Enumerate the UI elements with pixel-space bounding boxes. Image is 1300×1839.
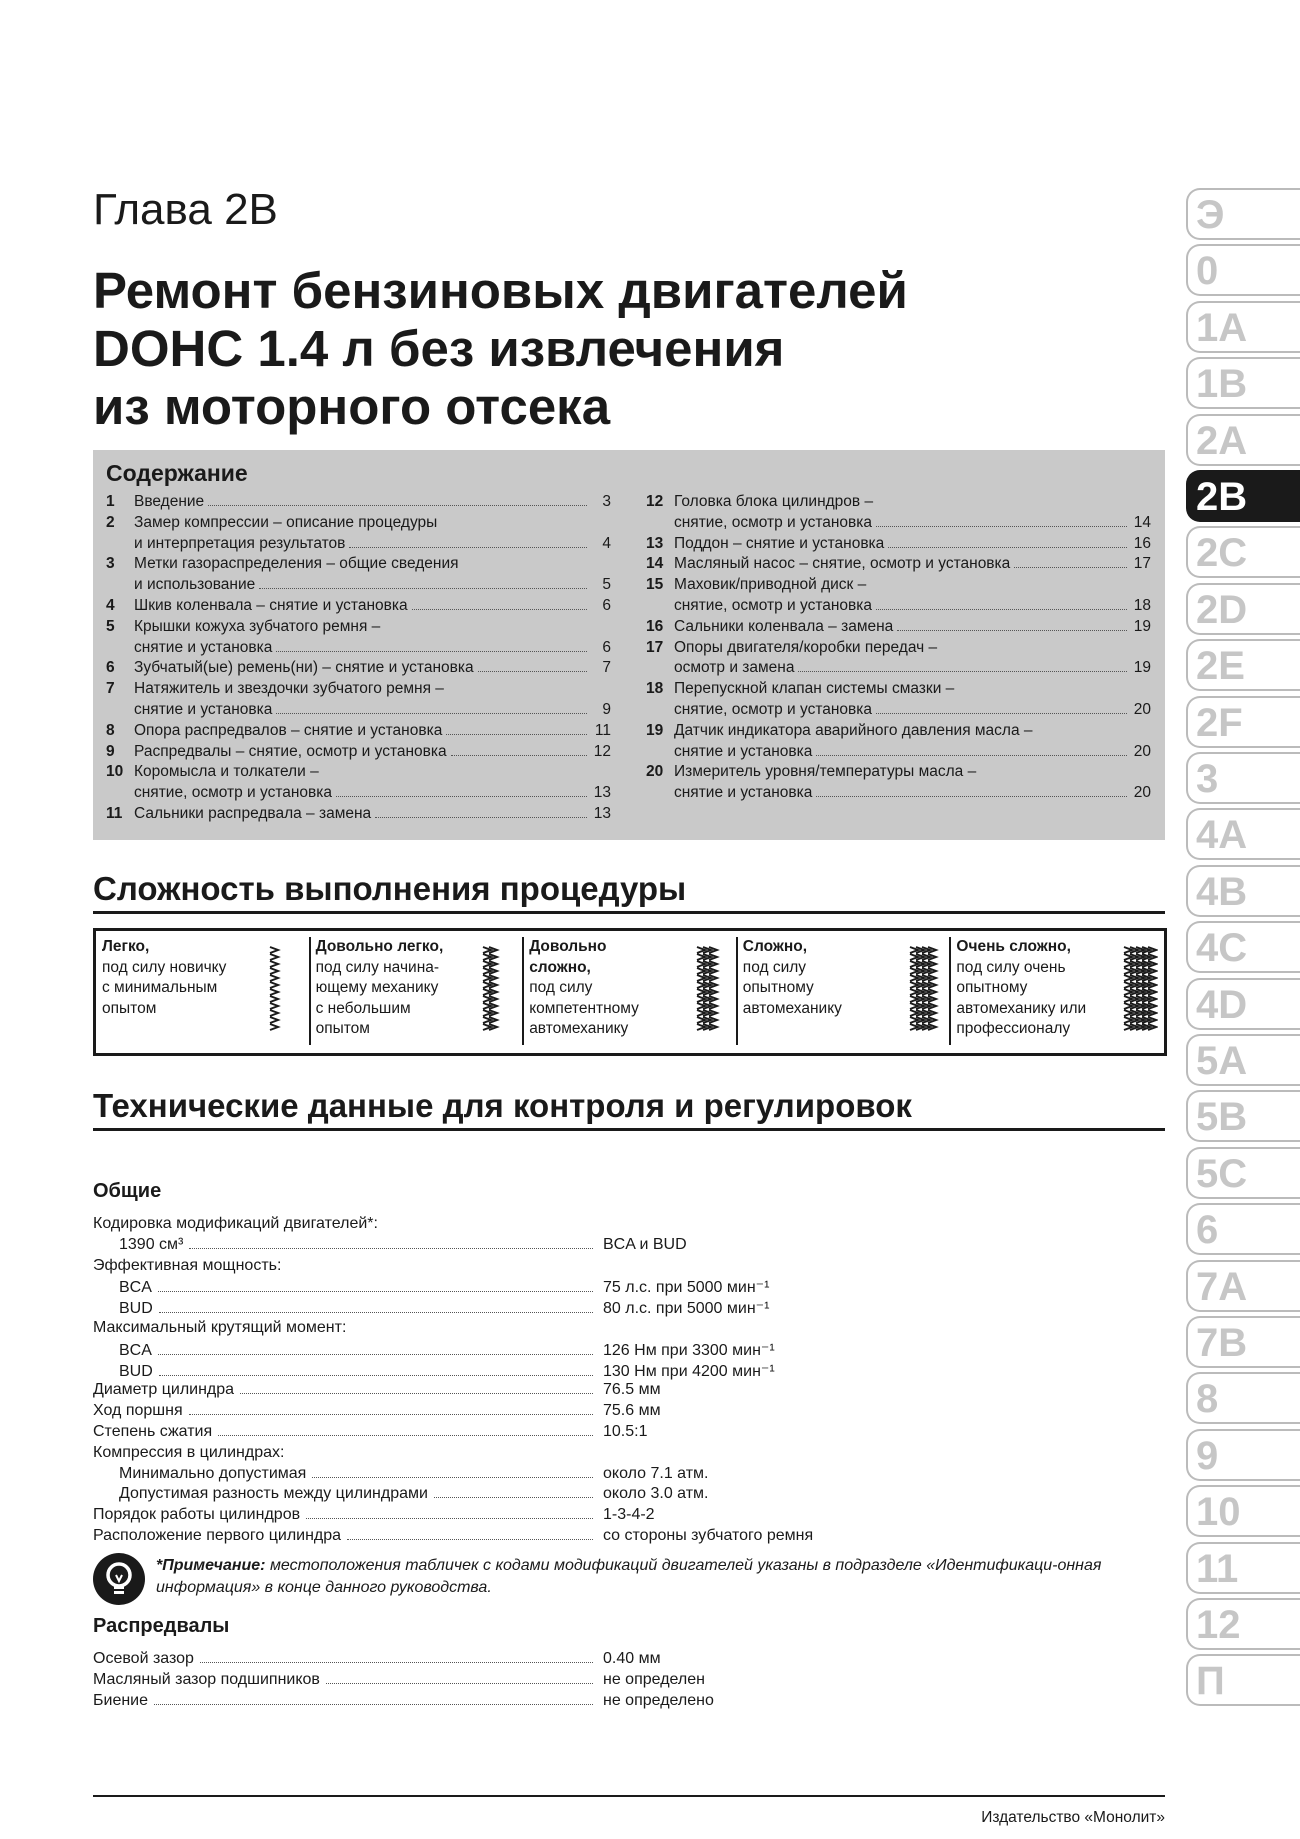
- toc-entry[interactable]: [646, 617, 1151, 638]
- toc-text: снятие и установка: [674, 742, 813, 760]
- chapter-tab[interactable]: 9: [1186, 1429, 1300, 1481]
- wrench-5-icon: [1120, 941, 1158, 1042]
- toc-page-number: 12: [593, 742, 611, 760]
- toc-entry[interactable]: [106, 762, 611, 804]
- toc-text: осмотр и замена: [674, 659, 795, 677]
- chapter-tab[interactable]: 4A: [1186, 808, 1300, 860]
- toc-number: 16: [646, 617, 664, 635]
- spec-label: Максимальный крутящий момент:: [93, 1318, 347, 1336]
- toc-line: [106, 762, 611, 783]
- chapter-tab[interactable]: 12: [1186, 1598, 1300, 1650]
- dot-leader: [159, 1312, 593, 1313]
- dot-leader: [876, 609, 1127, 610]
- dot-leader: [347, 1539, 593, 1540]
- dot-leader: [478, 671, 587, 672]
- chapter-tab[interactable]: 7B: [1186, 1316, 1300, 1368]
- spec-label: Биение: [93, 1691, 149, 1709]
- toc-line: [106, 638, 611, 659]
- chapter-tab[interactable]: 2C: [1186, 526, 1300, 578]
- toc-number: 12: [646, 493, 664, 510]
- spec-label: Диаметр цилиндра: [93, 1381, 235, 1399]
- dot-leader: [888, 547, 1127, 548]
- spec-value: не определен: [603, 1670, 705, 1688]
- dot-leader: [412, 609, 587, 610]
- toc-text: Сальники коленвала – замена: [674, 617, 894, 635]
- spec-row: [93, 1298, 1163, 1319]
- toc-text: Крышки кожуха зубчатого ремня –: [134, 617, 381, 635]
- toc-number: 14: [646, 555, 664, 573]
- toc-text: и использование: [134, 576, 256, 594]
- spec-label: Компрессия в цилиндрах:: [93, 1443, 285, 1461]
- toc-line: [106, 783, 611, 804]
- spec-row: [93, 1465, 1163, 1486]
- dot-leader: [876, 713, 1127, 714]
- toc-line: [106, 534, 611, 555]
- toc-line: [106, 513, 611, 534]
- spec-value: 126 Нм при 3300 мин⁻¹: [603, 1341, 775, 1359]
- toc-line: [106, 554, 611, 575]
- spec-row: [93, 1402, 1163, 1423]
- difficulty-description: компетентному: [529, 999, 639, 1017]
- toc-number: 5: [106, 617, 115, 635]
- wrench-4-icon: [906, 941, 944, 1042]
- spec-label: Эффективная мощность:: [93, 1256, 282, 1274]
- difficulty-level: [956, 937, 1120, 1045]
- difficulty-level: [316, 937, 480, 1045]
- toc-entry[interactable]: [106, 513, 611, 555]
- dot-leader: [446, 734, 587, 735]
- toc-page-number: 20: [1133, 784, 1151, 802]
- dot-leader: [158, 1354, 593, 1355]
- spec-label: BCA: [119, 1341, 152, 1359]
- spec-row: [93, 1215, 1163, 1236]
- toc-page-number: 19: [1133, 617, 1151, 635]
- toc-page-number: 5: [602, 576, 611, 594]
- page-title: [93, 262, 908, 436]
- difficulty-separator: [736, 937, 738, 1045]
- difficulty-title: сложно,: [529, 958, 591, 976]
- difficulty-description: опытом: [102, 999, 157, 1017]
- contents-box: [93, 450, 1165, 840]
- toc-entry[interactable]: [106, 742, 611, 763]
- toc-entry[interactable]: [106, 492, 611, 513]
- spec-value: 76.5 мм: [603, 1381, 661, 1399]
- dot-leader: [276, 651, 587, 652]
- toc-number: 8: [106, 721, 115, 739]
- spec-row: [93, 1444, 1163, 1465]
- spec-value: 75 л.с. при 5000 мин⁻¹: [603, 1279, 770, 1297]
- toc-entry[interactable]: [646, 575, 1151, 617]
- spec-label: Порядок работы цилиндров: [93, 1506, 301, 1524]
- dot-leader: [218, 1435, 593, 1436]
- dot-leader: [816, 755, 1127, 756]
- note-body: местоположения табличек с кодами модификаций двигателей указаны в подразделе «Идентификаци-онная информация» в конце данного руководства.: [156, 1557, 1102, 1596]
- chapter-tab[interactable]: 7A: [1186, 1260, 1300, 1312]
- toc-line: [646, 617, 1151, 638]
- title-line: Ремонт бензиновых двигателей: [93, 262, 908, 319]
- toc-text: Измеритель уровня/температуры масла –: [674, 763, 977, 781]
- difficulty-description: под силу очень: [956, 958, 1066, 976]
- toc-entry[interactable]: [106, 721, 611, 742]
- toc-text: Масляный насос – снятие, осмотр и установка: [674, 555, 1011, 573]
- toc-text: снятие, осмотр и установка: [134, 784, 333, 802]
- contents-left-column: [106, 492, 611, 825]
- toc-text: Введение: [134, 493, 205, 510]
- toc-number: 10: [106, 763, 124, 781]
- spec-value: 0.40 мм: [603, 1650, 661, 1667]
- chapter-tab[interactable]: 4C: [1186, 921, 1300, 973]
- toc-entry[interactable]: [646, 534, 1151, 555]
- spec-label: Ход поршня: [93, 1402, 183, 1420]
- difficulty-title: Довольно: [529, 938, 607, 955]
- spec-value: около 7.1 атм.: [603, 1464, 709, 1482]
- dot-leader: [451, 755, 587, 756]
- difficulty-heading: Сложность выполнения процедуры: [93, 870, 687, 907]
- toc-entry[interactable]: [106, 804, 611, 825]
- toc-page-number: 9: [602, 700, 611, 718]
- spec-row: [93, 1236, 1163, 1257]
- difficulty-description: опытному: [742, 979, 814, 996]
- toc-text: снятие и установка: [134, 638, 273, 656]
- dot-leader: [312, 1477, 593, 1478]
- toc-text: Натяжитель и звездочки зубчатого ремня –: [134, 680, 444, 698]
- toc-entry[interactable]: [106, 658, 611, 679]
- toc-number: 20: [646, 763, 664, 781]
- toc-text: Головка блока цилиндров –: [674, 493, 874, 510]
- toc-page-number: 14: [1133, 513, 1151, 531]
- difficulty-description: опытному: [956, 979, 1028, 996]
- toc-page-number: 6: [602, 596, 611, 614]
- difficulty-description: под силу новичку: [102, 958, 227, 976]
- toc-text: Коромысла и толкатели –: [134, 763, 319, 781]
- spec-value: 80 л.с. при 5000 мин⁻¹: [603, 1300, 770, 1318]
- toc-number: 15: [646, 576, 664, 594]
- toc-number: 4: [106, 596, 115, 614]
- toc-line: [646, 679, 1151, 700]
- toc-line: [646, 742, 1151, 763]
- lightbulb-icon: [93, 1553, 145, 1605]
- dot-leader: [349, 547, 587, 548]
- dot-leader: [897, 630, 1127, 631]
- toc-page-number: 3: [602, 493, 611, 510]
- spec-value: 130 Нм при 4200 мин⁻¹: [603, 1362, 775, 1380]
- toc-page-number: 13: [593, 804, 611, 822]
- toc-number: 9: [106, 742, 115, 760]
- toc-page-number: 18: [1133, 596, 1151, 614]
- difficulty-description: под силу: [529, 979, 593, 996]
- note-prefix: *Примечание:: [156, 1557, 266, 1574]
- spec-value: 75.6 мм: [603, 1402, 661, 1420]
- chapter-tab[interactable]: 2D: [1186, 583, 1300, 635]
- dot-leader: [326, 1683, 593, 1684]
- spec-value: BCA и BUD: [603, 1235, 687, 1253]
- difficulty-description: автомеханику: [529, 1020, 629, 1037]
- toc-line: [646, 762, 1151, 783]
- toc-number: 7: [106, 680, 115, 698]
- chapter-tab[interactable]: 4D: [1186, 978, 1300, 1030]
- camshaft-title: Распредвалы: [93, 1615, 230, 1637]
- chapter-tab[interactable]: Э: [1186, 188, 1300, 240]
- toc-text: снятие, осмотр и установка: [674, 700, 873, 718]
- title-line: DOHC 1.4 л без извлечения: [93, 320, 785, 377]
- toc-text: Маховик/приводной диск –: [674, 576, 867, 594]
- toc-number: 2: [106, 513, 115, 531]
- dot-leader: [375, 817, 587, 818]
- spec-row: [93, 1506, 1163, 1527]
- dot-leader: [240, 1393, 593, 1394]
- chapter-tab[interactable]: 4B: [1186, 865, 1300, 917]
- general-title: Общие: [93, 1180, 162, 1202]
- toc-page-number: 20: [1133, 700, 1151, 718]
- spec-label: Минимально допустимая: [119, 1464, 307, 1482]
- toc-page-number: 4: [602, 534, 611, 552]
- toc-line: [646, 554, 1151, 575]
- toc-entry[interactable]: [646, 762, 1151, 804]
- wrench-2-icon: [479, 941, 517, 1042]
- difficulty-title: Сложно,: [742, 938, 808, 955]
- spec-row: [93, 1277, 1163, 1298]
- toc-line: [106, 679, 611, 700]
- difficulty-description: под силу: [742, 958, 807, 976]
- chapter-tab[interactable]: 2B: [1186, 470, 1300, 522]
- wrench-1-icon: [266, 941, 304, 1042]
- toc-line: [646, 658, 1151, 679]
- toc-line: [106, 742, 611, 763]
- dot-leader: [189, 1414, 593, 1415]
- tech-heading: Технические данные для контроля и регулировок: [93, 1087, 912, 1124]
- spec-label: Степень сжатия: [93, 1422, 213, 1440]
- spec-row: [93, 1692, 1163, 1713]
- general-specs: [93, 1180, 1163, 1548]
- dot-leader: [1014, 567, 1127, 568]
- spec-label: Расположение первого цилиндра: [93, 1526, 342, 1544]
- note-text: [156, 1555, 1156, 1599]
- spec-value: со стороны зубчатого ремня: [603, 1526, 814, 1544]
- publisher: Издательство «Монолит»: [981, 1809, 1165, 1826]
- spec-row: [93, 1527, 1163, 1548]
- chapter-tab[interactable]: 3: [1186, 752, 1300, 804]
- toc-page-number: 11: [594, 721, 611, 739]
- title-line: из моторного отсека: [93, 378, 611, 435]
- spec-row: [93, 1361, 1163, 1382]
- toc-line: [106, 492, 611, 513]
- spec-label: 1390 см³: [119, 1235, 184, 1253]
- difficulty-description: ющему механику: [315, 979, 439, 996]
- toc-entry[interactable]: [646, 721, 1151, 763]
- dot-leader: [816, 796, 1127, 797]
- spec-label: BUD: [119, 1362, 153, 1380]
- toc-page-number: 16: [1133, 534, 1151, 552]
- wrench-3-icon: [693, 941, 731, 1042]
- toc-text: Перепускной клапан системы смазки –: [674, 680, 955, 698]
- toc-text: Зубчатый(ые) ремень(ни) – снятие и установка: [134, 659, 474, 677]
- dot-leader: [259, 588, 587, 589]
- footer-rule: [93, 1795, 1165, 1797]
- difficulty-level: [743, 937, 907, 1045]
- dot-leader: [208, 505, 587, 506]
- chapter-tab[interactable]: 8: [1186, 1372, 1300, 1424]
- toc-line: [646, 700, 1151, 721]
- toc-text: Распредвалы – снятие, осмотр и установка: [134, 742, 447, 760]
- toc-number: 6: [106, 659, 115, 677]
- toc-line: [646, 534, 1151, 555]
- chapter-tab[interactable]: 5A: [1186, 1034, 1300, 1086]
- spec-label: Масляный зазор подшипников: [93, 1670, 320, 1688]
- toc-number: 19: [646, 721, 664, 739]
- spec-row: [93, 1340, 1163, 1361]
- toc-number: 17: [646, 638, 664, 656]
- toc-text: снятие, осмотр и установка: [674, 513, 873, 531]
- chapter-label: Глава 2В: [93, 185, 278, 234]
- toc-line: [646, 783, 1151, 804]
- spec-row: [93, 1257, 1163, 1278]
- spec-value: 10.5:1: [603, 1422, 648, 1440]
- toc-text: Датчик индикатора аварийного давления масла –: [674, 721, 1033, 739]
- toc-number: 11: [106, 804, 123, 822]
- dot-leader: [189, 1248, 593, 1249]
- dot-leader: [876, 526, 1127, 527]
- toc-text: снятие и установка: [134, 700, 273, 718]
- camshaft-specs: [93, 1615, 1163, 1712]
- difficulty-description: с минимальным: [102, 979, 218, 996]
- difficulty-description: профессионалу: [956, 1020, 1071, 1037]
- chapter-tab[interactable]: 1A: [1186, 301, 1300, 353]
- toc-page-number: 19: [1133, 659, 1151, 677]
- toc-entry[interactable]: [646, 554, 1151, 575]
- spec-value: 1-3-4-2: [603, 1506, 655, 1524]
- toc-line: [106, 700, 611, 721]
- toc-line: [646, 513, 1151, 534]
- toc-entry[interactable]: [106, 596, 611, 617]
- toc-text: Опора распредвалов – снятие и установка: [134, 721, 443, 739]
- toc-number: 13: [646, 534, 664, 552]
- toc-page-number: 17: [1133, 555, 1151, 573]
- toc-text: Сальники распредвала – замена: [134, 804, 372, 822]
- difficulty-title: Очень сложно,: [956, 938, 1071, 955]
- toc-line: [106, 617, 611, 638]
- spec-label: BUD: [119, 1300, 153, 1318]
- toc-line: [106, 804, 611, 825]
- toc-line: [106, 658, 611, 679]
- difficulty-rule: [93, 911, 1165, 914]
- toc-text: Шкив коленвала – снятие и установка: [134, 596, 408, 614]
- toc-line: [646, 638, 1151, 659]
- toc-number: 1: [106, 493, 115, 510]
- spec-value: около 3.0 атм.: [603, 1485, 709, 1503]
- difficulty-title: Довольно легко,: [315, 938, 444, 955]
- dot-leader: [154, 1704, 593, 1705]
- toc-line: [646, 575, 1151, 596]
- spec-row: [93, 1671, 1163, 1692]
- difficulty-description: автомеханику или: [956, 999, 1087, 1017]
- spec-label: BCA: [119, 1279, 152, 1297]
- toc-page-number: 20: [1133, 742, 1151, 760]
- toc-text: и интерпретация результатов: [134, 534, 346, 552]
- toc-entry[interactable]: [646, 679, 1151, 721]
- toc-entry[interactable]: [646, 638, 1151, 680]
- toc-text: Поддон – снятие и установка: [674, 534, 885, 552]
- toc-line: [646, 492, 1151, 513]
- difficulty-title: Легко,: [102, 938, 150, 955]
- toc-line: [646, 721, 1151, 742]
- difficulty-description: автомеханику: [742, 999, 842, 1017]
- difficulty-description: с небольшим: [315, 999, 411, 1017]
- difficulty-separator: [309, 937, 311, 1045]
- spec-row: [93, 1381, 1163, 1402]
- chapter-tab[interactable]: 0: [1186, 244, 1300, 296]
- difficulty-description: опытом: [315, 1020, 370, 1037]
- chapter-tab[interactable]: 5B: [1186, 1090, 1300, 1142]
- toc-entry[interactable]: [106, 554, 611, 596]
- spec-value: не определено: [603, 1691, 714, 1709]
- dot-leader: [434, 1497, 593, 1498]
- difficulty-separator: [949, 937, 951, 1045]
- dot-leader: [306, 1518, 593, 1519]
- difficulty-separator: [522, 937, 524, 1045]
- chapter-tab[interactable]: 2F: [1186, 696, 1300, 748]
- dot-leader: [200, 1662, 593, 1663]
- dot-leader: [276, 713, 587, 714]
- toc-text: Опоры двигателя/коробки передач –: [674, 638, 938, 656]
- dot-leader: [158, 1291, 593, 1292]
- spec-label: Кодировка модификаций двигателей*:: [93, 1215, 378, 1232]
- spec-row: [93, 1650, 1163, 1671]
- chapter-tab[interactable]: 5C: [1186, 1147, 1300, 1199]
- difficulty-scale: [93, 928, 1167, 1056]
- spec-label: Допустимая разность между цилиндрами: [119, 1485, 428, 1503]
- toc-entry[interactable]: [646, 492, 1151, 534]
- toc-entry[interactable]: [106, 679, 611, 721]
- toc-line: [106, 575, 611, 596]
- toc-number: 18: [646, 680, 664, 698]
- toc-line: [106, 596, 611, 617]
- toc-line: [646, 596, 1151, 617]
- tech-rule: [93, 1128, 1165, 1131]
- toc-text: Метки газораспределения – общие сведения: [134, 555, 459, 573]
- chapter-tab[interactable]: 1B: [1186, 357, 1300, 409]
- toc-line: [106, 721, 611, 742]
- chapter-tab[interactable]: 2A: [1186, 414, 1300, 466]
- chapter-tab[interactable]: 2E: [1186, 639, 1300, 691]
- contents-right-column: [646, 492, 1151, 804]
- spec-row: [93, 1319, 1163, 1340]
- toc-text: снятие и установка: [674, 784, 813, 802]
- chapter-tab[interactable]: 6: [1186, 1203, 1300, 1255]
- dot-leader: [336, 796, 587, 797]
- difficulty-description: под силу начина-: [315, 958, 440, 976]
- toc-page-number: 13: [593, 784, 611, 802]
- contents-heading: Содержание: [106, 460, 248, 486]
- chapter-tab[interactable]: 11: [1186, 1542, 1300, 1594]
- toc-text: Замер компрессии – описание процедуры: [134, 513, 438, 531]
- toc-page-number: 7: [602, 659, 611, 677]
- toc-text: снятие, осмотр и установка: [674, 596, 873, 614]
- toc-number: 3: [106, 555, 115, 573]
- chapter-tab[interactable]: П: [1186, 1654, 1300, 1706]
- spec-row: [93, 1423, 1163, 1444]
- difficulty-level: [529, 937, 693, 1045]
- toc-page-number: 6: [602, 638, 611, 656]
- difficulty-level: [102, 937, 266, 1045]
- toc-entry[interactable]: [106, 617, 611, 659]
- chapter-tab[interactable]: 10: [1186, 1485, 1300, 1537]
- spec-label: Осевой зазор: [93, 1650, 194, 1667]
- spec-row: [93, 1485, 1163, 1506]
- dot-leader: [798, 671, 1127, 672]
- dot-leader: [159, 1375, 593, 1376]
